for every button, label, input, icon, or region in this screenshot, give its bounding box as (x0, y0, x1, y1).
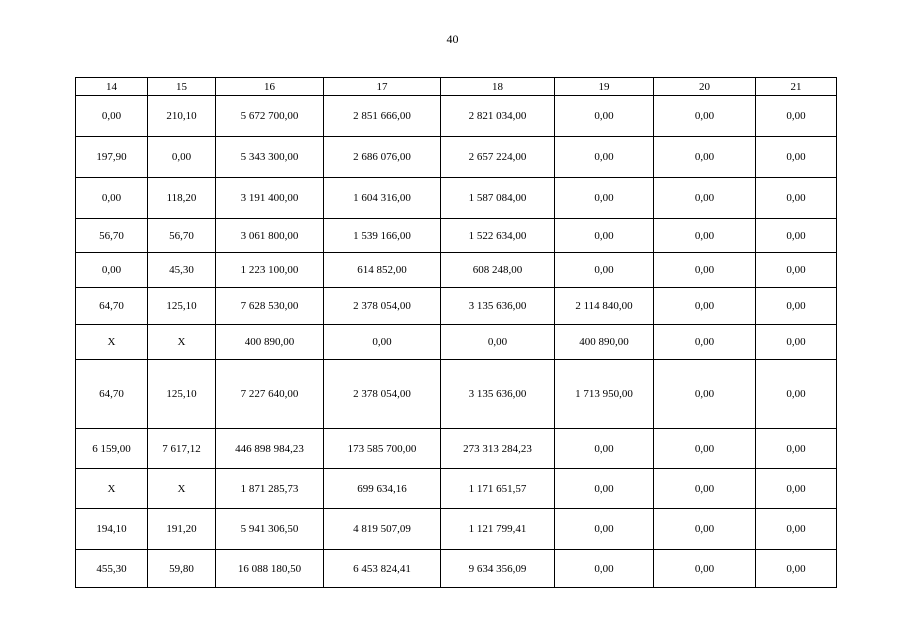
column-header: 14 (76, 78, 148, 96)
table-cell: 1 121 799,41 (441, 509, 555, 550)
table-cell: 0,00 (756, 288, 837, 325)
table-cell: 0,00 (555, 137, 654, 178)
table-cell: 3 135 636,00 (441, 360, 555, 429)
column-header: 16 (216, 78, 324, 96)
table-cell: 59,80 (148, 550, 216, 588)
table-row (76, 288, 837, 325)
table-cell: 0,00 (756, 253, 837, 288)
table-cell: 5 672 700,00 (216, 96, 324, 137)
table-cell: 0,00 (555, 469, 654, 509)
table-cell: 1 871 285,73 (216, 469, 324, 509)
table-row (76, 550, 837, 588)
table-cell: X (76, 469, 148, 509)
table-row (76, 96, 837, 137)
table-cell: 273 313 284,23 (441, 429, 555, 469)
table-cell: 45,30 (148, 253, 216, 288)
table-cell: 0,00 (76, 253, 148, 288)
table-cell: 0,00 (654, 325, 756, 360)
table-cell: 0,00 (654, 360, 756, 429)
table-cell: 118,20 (148, 178, 216, 219)
table-cell: 0,00 (441, 325, 555, 360)
table-cell: 0,00 (555, 96, 654, 137)
table-cell: 197,90 (76, 137, 148, 178)
table-row (76, 360, 837, 429)
table-cell: 0,00 (555, 253, 654, 288)
table-cell: 191,20 (148, 509, 216, 550)
page-number: 40 (446, 32, 459, 46)
table-cell: X (148, 469, 216, 509)
table-cell: 0,00 (756, 96, 837, 137)
table-row (76, 178, 837, 219)
table-cell: 7 617,12 (148, 429, 216, 469)
table-cell: 7 628 530,00 (216, 288, 324, 325)
table-cell: 0,00 (756, 325, 837, 360)
table-cell: 0,00 (555, 429, 654, 469)
table-row (76, 253, 837, 288)
table-cell: 0,00 (756, 550, 837, 588)
table-cell: X (148, 325, 216, 360)
table-cell: 0,00 (654, 219, 756, 253)
table-row (76, 219, 837, 253)
table-cell: 56,70 (148, 219, 216, 253)
table-cell: 4 819 507,09 (324, 509, 441, 550)
table-cell: 0,00 (756, 469, 837, 509)
table-cell: 0,00 (654, 469, 756, 509)
table-cell: 6 453 824,41 (324, 550, 441, 588)
table-cell: 194,10 (76, 509, 148, 550)
table-cell: 0,00 (148, 137, 216, 178)
table-cell: 16 088 180,50 (216, 550, 324, 588)
table-cell: 3 191 400,00 (216, 178, 324, 219)
table-cell: 9 634 356,09 (441, 550, 555, 588)
table-cell: 0,00 (756, 178, 837, 219)
table-cell: 125,10 (148, 360, 216, 429)
table-cell: 0,00 (756, 429, 837, 469)
table-cell: 446 898 984,23 (216, 429, 324, 469)
table-cell: 1 539 166,00 (324, 219, 441, 253)
table-cell: 64,70 (76, 288, 148, 325)
table-cell: 2 114 840,00 (555, 288, 654, 325)
table-row (76, 137, 837, 178)
table-cell: 400 890,00 (555, 325, 654, 360)
table-header-row (76, 78, 837, 96)
table-cell: 210,10 (148, 96, 216, 137)
table-cell: 0,00 (756, 360, 837, 429)
table-cell: 7 227 640,00 (216, 360, 324, 429)
table-cell: 0,00 (654, 137, 756, 178)
table-cell: 0,00 (555, 178, 654, 219)
table-cell: 0,00 (76, 178, 148, 219)
table-cell: 0,00 (555, 550, 654, 588)
data-table (75, 77, 837, 588)
table-cell: 0,00 (654, 253, 756, 288)
table-cell: 0,00 (324, 325, 441, 360)
table-cell: 2 378 054,00 (324, 288, 441, 325)
table-cell: 6 159,00 (76, 429, 148, 469)
table-body (76, 96, 837, 588)
table-row (76, 429, 837, 469)
table-cell: 0,00 (654, 96, 756, 137)
table-cell: 0,00 (756, 219, 837, 253)
table-cell: 0,00 (756, 509, 837, 550)
column-header: 15 (148, 78, 216, 96)
table-cell: 2 657 224,00 (441, 137, 555, 178)
table-cell: 1 522 634,00 (441, 219, 555, 253)
table-cell: 0,00 (654, 550, 756, 588)
column-header: 17 (324, 78, 441, 96)
table-cell: 56,70 (76, 219, 148, 253)
table-cell: 0,00 (76, 96, 148, 137)
column-header: 19 (555, 78, 654, 96)
table-cell: 1 223 100,00 (216, 253, 324, 288)
table-cell: 0,00 (654, 429, 756, 469)
table-cell: 1 587 084,00 (441, 178, 555, 219)
table-cell: 455,30 (76, 550, 148, 588)
table-cell: 1 713 950,00 (555, 360, 654, 429)
table-cell: 0,00 (654, 178, 756, 219)
table-row (76, 469, 837, 509)
table-cell: 2 821 034,00 (441, 96, 555, 137)
table-cell: 1 604 316,00 (324, 178, 441, 219)
table-cell: 64,70 (76, 360, 148, 429)
table-cell: 125,10 (148, 288, 216, 325)
table-cell: 173 585 700,00 (324, 429, 441, 469)
table-cell: 400 890,00 (216, 325, 324, 360)
table-cell: 3 061 800,00 (216, 219, 324, 253)
column-header: 20 (654, 78, 756, 96)
table-cell: 2 378 054,00 (324, 360, 441, 429)
table-cell: 5 343 300,00 (216, 137, 324, 178)
table-cell: 0,00 (654, 509, 756, 550)
table-cell: 0,00 (555, 509, 654, 550)
table-cell: 1 171 651,57 (441, 469, 555, 509)
table-cell: 0,00 (654, 288, 756, 325)
table-cell: 2 851 666,00 (324, 96, 441, 137)
table-cell: 3 135 636,00 (441, 288, 555, 325)
column-header: 18 (441, 78, 555, 96)
table-cell: 608 248,00 (441, 253, 555, 288)
table-cell: 2 686 076,00 (324, 137, 441, 178)
table-row (76, 325, 837, 360)
table-cell: 5 941 306,50 (216, 509, 324, 550)
table-row (76, 509, 837, 550)
table-cell: 0,00 (555, 219, 654, 253)
table-cell: X (76, 325, 148, 360)
table-cell: 699 634,16 (324, 469, 441, 509)
column-header: 21 (756, 78, 837, 96)
table-cell: 0,00 (756, 137, 837, 178)
table-cell: 614 852,00 (324, 253, 441, 288)
